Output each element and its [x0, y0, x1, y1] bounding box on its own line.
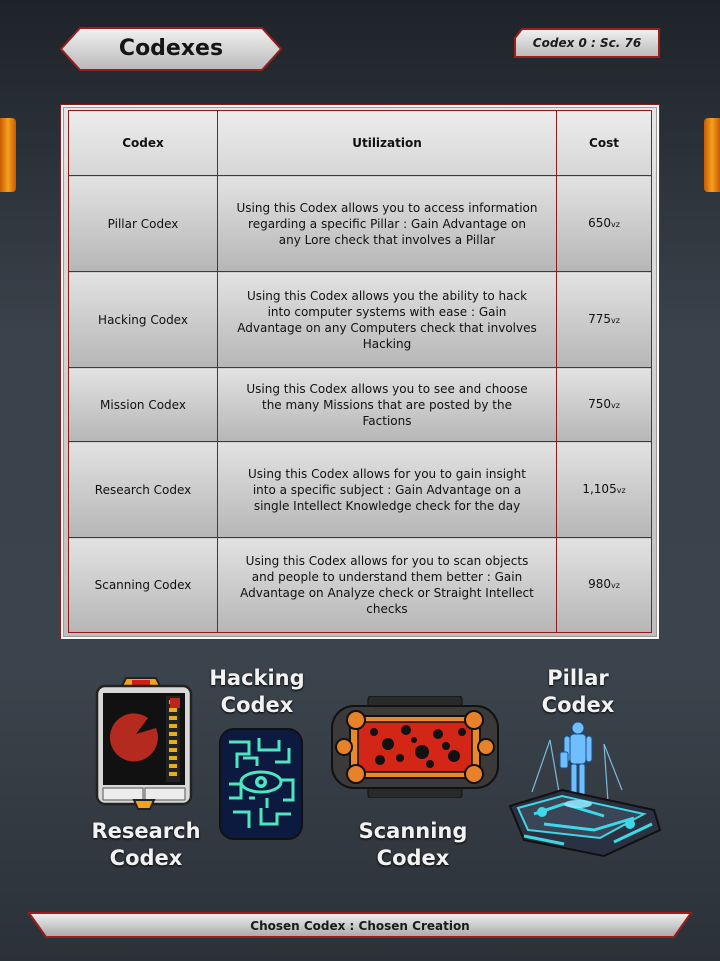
- cost-value: 750: [588, 396, 611, 411]
- hacking-label-line2: Codex: [220, 693, 294, 717]
- codex-name: Scanning Codex: [69, 538, 218, 633]
- hacking-label-line1: Hacking: [209, 666, 305, 690]
- title-plate: [60, 27, 282, 71]
- codex-name: Pillar Codex: [69, 176, 218, 272]
- cost-unit: vz: [610, 315, 620, 325]
- codex-cost: [557, 272, 652, 368]
- page-title: Codexes: [118, 36, 224, 61]
- left-orange-tab: [0, 118, 16, 192]
- codex-name: Research Codex: [69, 442, 218, 538]
- codex-reference: Codex 0 : Sc. 76: [532, 36, 642, 50]
- cost-value: 1,105: [582, 481, 617, 496]
- cost-value: 980: [588, 577, 611, 591]
- research-codex-device-icon: [94, 676, 194, 810]
- pillar-label-line1: Pillar: [547, 666, 609, 690]
- header-cost: Cost: [557, 111, 652, 176]
- research-codex-label: [80, 818, 212, 872]
- codex-reference-plate: [514, 28, 660, 58]
- table-row: [69, 272, 652, 368]
- scanning-label-line1: Scanning: [358, 819, 468, 843]
- cost-unit: vz: [616, 485, 626, 495]
- codex-name: Hacking Codex: [69, 272, 218, 368]
- codex-utilization: Using this Codex allows for you to gain insight into a specific subject : Gain Advantage on a single Intellect Knowledge check for the day: [218, 442, 557, 538]
- cost-unit: vz: [610, 581, 620, 590]
- scanning-label-line2: Codex: [376, 846, 450, 870]
- codex-cost: [557, 176, 652, 272]
- codex-utilization: Using this Codex allows you to access information regarding a specific Pillar : Gain Advantage on any Lore check that involves a Pillar: [218, 176, 557, 272]
- hacking-codex-label: [196, 665, 318, 719]
- table-row: [69, 368, 652, 442]
- cost-unit: vz: [610, 400, 620, 410]
- footer-bar: [28, 912, 692, 938]
- table-row: [69, 176, 652, 272]
- header-codex: Codex: [69, 111, 218, 176]
- scanning-codex-label: [348, 818, 478, 872]
- cost-unit: vz: [610, 219, 620, 229]
- table-row: [69, 538, 652, 633]
- right-orange-tab: [704, 118, 720, 192]
- footer-text: Chosen Codex : Chosen Creation: [250, 919, 470, 933]
- codex-utilization: Using this Codex allows you the ability to hack into computer systems with ease : Gain Advantage on any Computers check that involves Hacking: [218, 272, 557, 368]
- codex-cost: [557, 442, 652, 538]
- table-header-row: [69, 111, 652, 176]
- cost-value: 650: [588, 215, 611, 230]
- research-label-line2: Codex: [109, 846, 183, 870]
- codex-utilization: Using this Codex allows for you to scan objects and people to understand them better : Gain Advantage on Analyze check or Straight Intellect checks: [218, 538, 557, 633]
- codex-cost: [557, 368, 652, 442]
- codex-cost: [557, 538, 652, 633]
- cost-value: 775: [588, 311, 611, 326]
- codex-name: Mission Codex: [69, 368, 218, 442]
- research-label-line1: Research: [91, 819, 201, 843]
- header-utilization: Utilization: [218, 111, 557, 176]
- pillar-label-line2: Codex: [541, 693, 615, 717]
- scanning-codex-device-icon: [330, 696, 500, 798]
- table-row: [69, 442, 652, 538]
- codex-table: [68, 110, 652, 633]
- pillar-codex-hologram-icon: [504, 720, 668, 862]
- hacking-codex-chip-icon: [219, 728, 303, 840]
- codex-utilization: Using this Codex allows you to see and choose the many Missions that are posted by the Factions: [218, 368, 557, 442]
- pillar-codex-label: [518, 665, 638, 719]
